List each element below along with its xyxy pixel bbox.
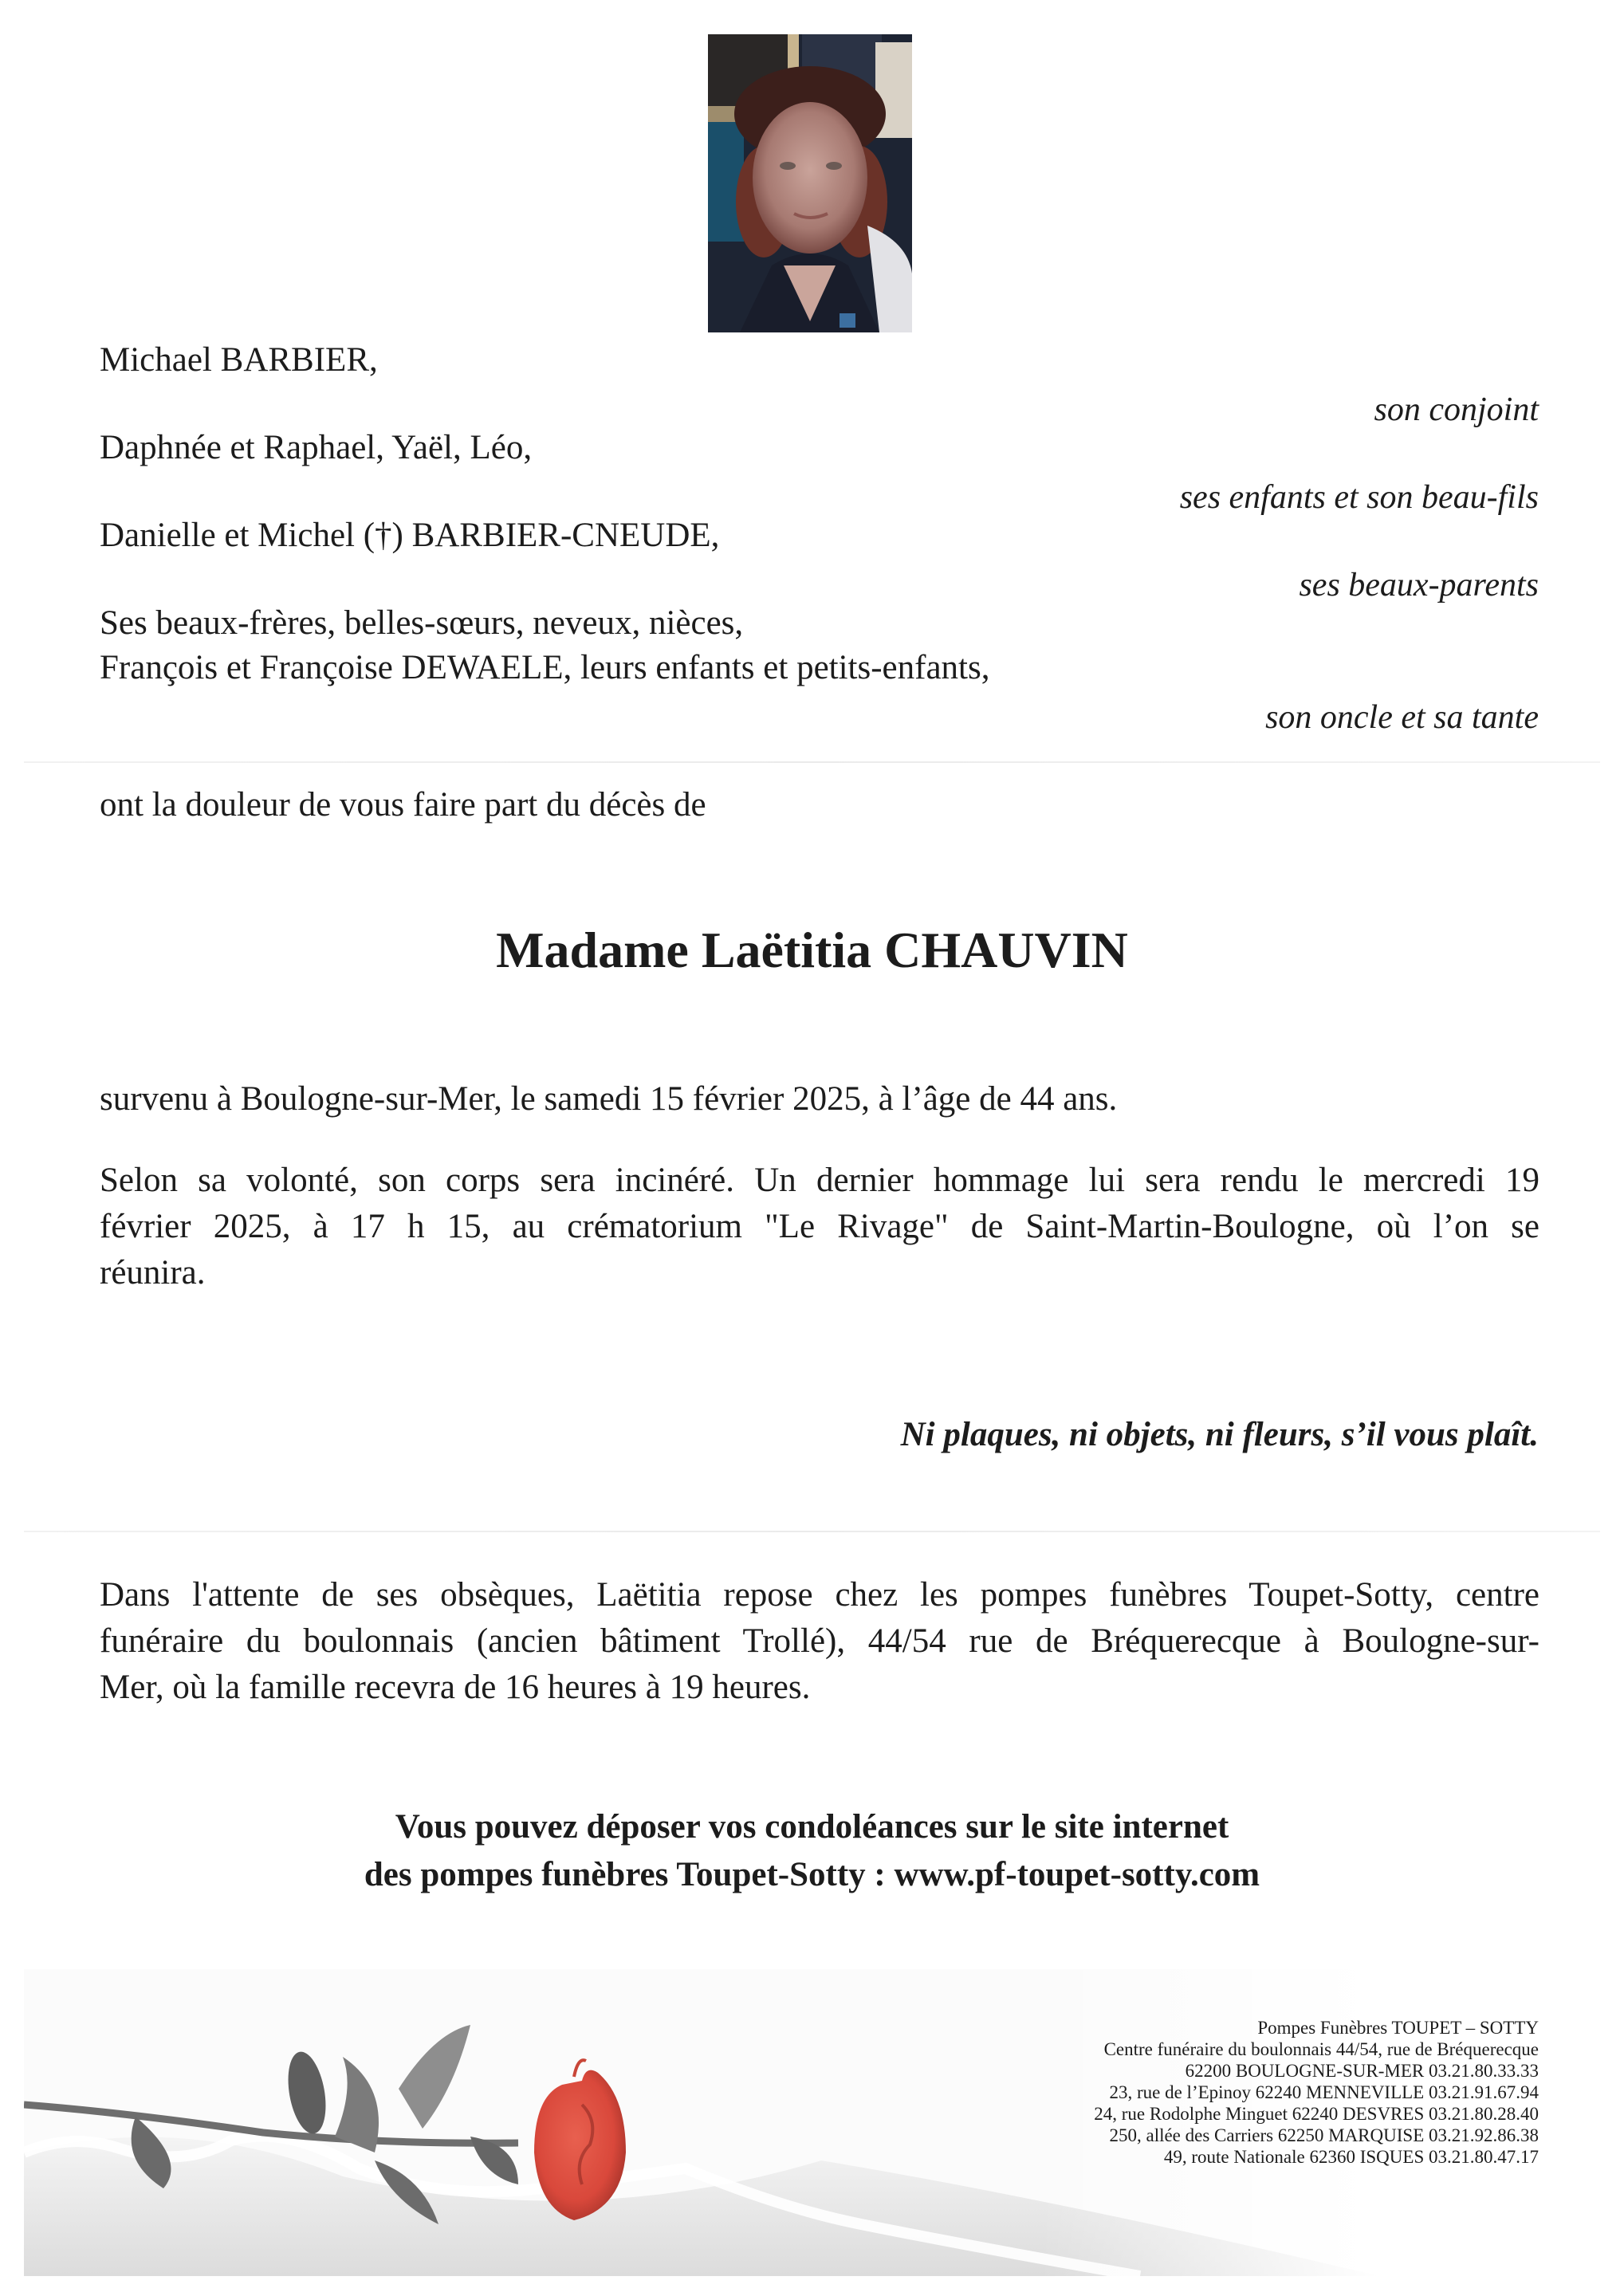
portrait-image xyxy=(708,34,912,332)
family-line-uncle-aunt-names: François et Françoise DEWAELE, leurs enfants et petits-enfants, xyxy=(100,649,990,686)
relation-spouse: son conjoint xyxy=(1374,391,1539,428)
address-line: 24, rue Rodolphe Minguet 62240 DESVRES 03.21.80.28.40 xyxy=(1094,2104,1539,2124)
funeral-home-name: Pompes Funèbres TOUPET – SOTTY xyxy=(1257,2018,1539,2038)
deceased-name: Madame Laëtitia CHAUVIN xyxy=(496,922,1128,978)
repose-line-3: Mer, où la famille recevra de 16 heures à 19 heures. xyxy=(100,1669,811,1706)
ceremony-paragraph xyxy=(100,1158,1539,1296)
condolences-website-line[interactable]: des pompes funèbres Toupet-Sotty : www.pf-toupet-sotty.com xyxy=(364,1856,1260,1893)
family-line-extended-names: Ses beaux-frères, belles-sœurs, neveux, nièces, xyxy=(100,604,744,642)
repose-line-1: Dans l'attente de ses obsèques, Laëtitia repose chez les pompes funèbres Toupet-Sotty, centre xyxy=(100,1576,1539,1614)
ceremony-line-1: Selon sa volonté, son corps sera incinéré. Un dernier hommage lui sera rendu le mercredi 19 xyxy=(100,1162,1539,1199)
relation-uncle-aunt: son oncle et sa tante xyxy=(1265,699,1539,736)
divider xyxy=(24,761,1600,763)
family-line-children-names: Daphnée et Raphael, Yaël, Léo, xyxy=(100,429,533,466)
announcement-text: ont la douleur de vous faire part du décès de xyxy=(100,786,706,824)
relation-children: ses enfants et son beau-fils xyxy=(1179,479,1539,516)
condolences-line-1: Vous pouvez déposer vos condoléances sur le site internet xyxy=(395,1808,1229,1846)
address-line: 250, allée des Carriers 62250 MARQUISE 03.21.92.86.38 xyxy=(1109,2125,1539,2145)
address-line: 62200 BOULOGNE-SUR-MER 03.21.80.33.33 xyxy=(1185,2061,1539,2081)
funeral-home-addresses xyxy=(1094,2017,1539,2168)
repose-paragraph xyxy=(100,1572,1539,1711)
repose-line-2: funéraire du boulonnais (ancien bâtiment Trollé), 44/54 rue de Bréquerecque à Boulogne-sur- xyxy=(100,1622,1539,1660)
portrait-photo xyxy=(708,34,912,332)
ceremony-line-2: février 2025, à 17 h 15, au crématorium "Le Rivage" de Saint-Martin-Boulogne, où l’on se xyxy=(100,1208,1539,1245)
family-line-in-laws-names: Danielle et Michel (†) BARBIER-CNEUDE, xyxy=(100,517,720,554)
address-line: Centre funéraire du boulonnais 44/54, rue de Bréquerecque xyxy=(1103,2039,1539,2059)
family-line-spouse-name: Michael BARBIER, xyxy=(100,341,378,379)
address-line: 23, rue de l’Epinoy 62240 MENNEVILLE 03.21.91.67.94 xyxy=(1109,2082,1539,2102)
address-line: 49, route Nationale 62360 ISQUES 03.21.80.47.17 xyxy=(1163,2147,1539,2167)
relation-in-laws: ses beaux-parents xyxy=(1299,567,1539,603)
death-details: survenu à Boulogne-sur-Mer, le samedi 15 février 2025, à l’âge de 44 ans. xyxy=(100,1080,1118,1118)
ceremony-line-3: réunira. xyxy=(100,1254,206,1292)
no-flowers-notice: Ni plaques, ni objets, ni fleurs, s’il vous plaît. xyxy=(900,1416,1539,1453)
divider xyxy=(24,1531,1600,1532)
